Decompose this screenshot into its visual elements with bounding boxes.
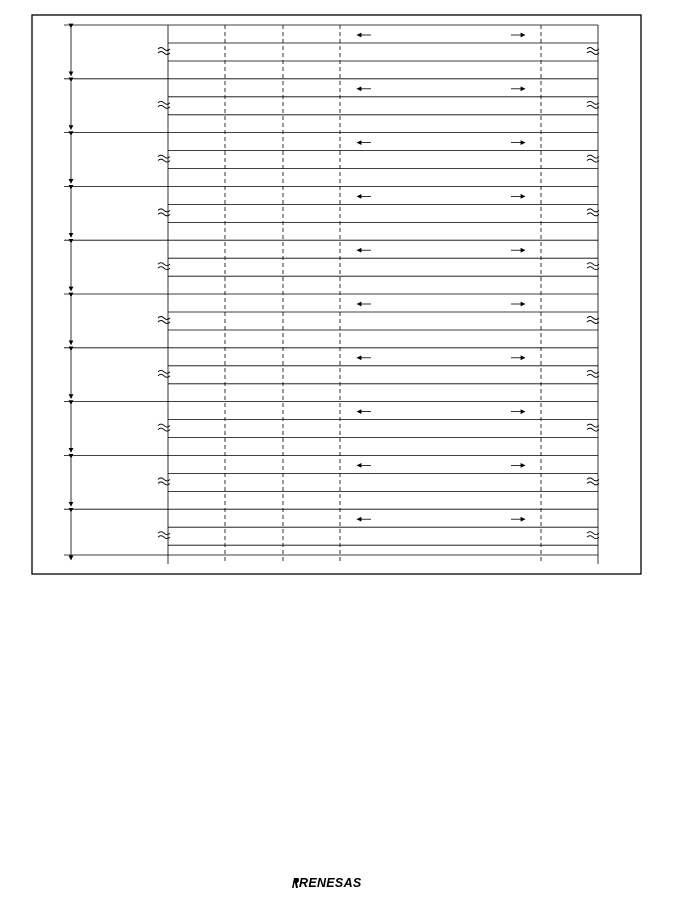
break-mark-icon — [587, 370, 599, 377]
map-row — [64, 25, 598, 76]
break-wave — [587, 105, 599, 108]
break-wave — [587, 52, 599, 55]
break-mark-icon — [587, 424, 599, 431]
map-row — [64, 455, 598, 506]
break-mark-icon — [587, 478, 599, 485]
break-wave — [587, 213, 599, 216]
break-wave — [587, 536, 599, 539]
map-row — [64, 79, 598, 130]
break-wave — [587, 428, 599, 431]
logo-text: RENESAS — [299, 876, 362, 890]
break-mark-icon — [587, 532, 599, 539]
break-wave — [587, 48, 599, 51]
break-mark-icon — [587, 155, 599, 162]
break-wave — [587, 424, 599, 427]
renesas-logo — [291, 874, 383, 892]
break-wave — [587, 159, 599, 162]
break-wave — [587, 267, 599, 270]
diagram-frame — [32, 15, 641, 574]
break-wave — [587, 209, 599, 212]
break-wave — [587, 317, 599, 320]
map-row — [64, 186, 598, 237]
map-row — [64, 509, 598, 560]
break-wave — [587, 101, 599, 104]
break-wave — [587, 321, 599, 324]
map-row — [64, 133, 598, 184]
map-row — [64, 294, 598, 345]
break-wave — [587, 482, 599, 485]
break-mark-icon — [587, 209, 599, 216]
map-row — [64, 402, 598, 453]
break-mark-icon — [587, 48, 599, 55]
break-wave — [587, 155, 599, 158]
map-row — [64, 348, 598, 399]
break-mark-icon — [587, 101, 599, 108]
break-wave — [587, 478, 599, 481]
break-wave — [587, 374, 599, 377]
map-row — [64, 240, 598, 291]
break-wave — [587, 532, 599, 535]
renesas-logo-icon — [291, 878, 299, 888]
break-wave — [587, 263, 599, 266]
break-mark-icon — [587, 263, 599, 270]
break-wave — [587, 370, 599, 373]
break-mark-icon — [587, 317, 599, 324]
